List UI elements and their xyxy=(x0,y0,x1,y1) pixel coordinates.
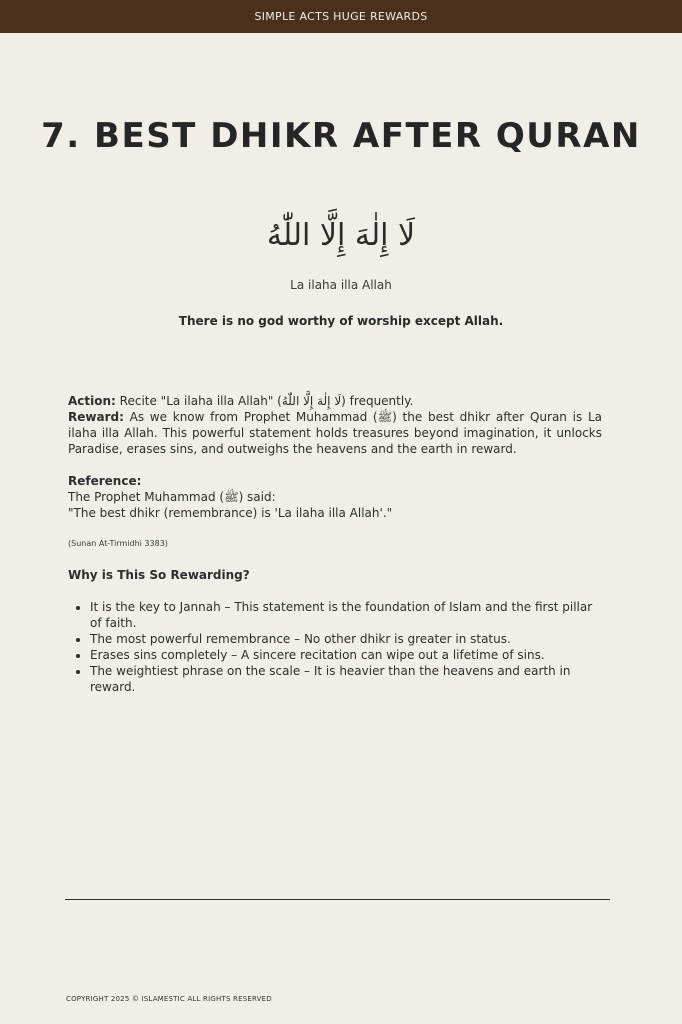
footer-divider xyxy=(65,899,610,900)
action-text: Recite "La ilaha illa Allah" (لَا إِلٰهَ إِلَّا اللّٰهُ) frequently. xyxy=(115,394,414,408)
list-item: • The most powerful remembrance – No other dhikr is greater in status. xyxy=(90,631,602,647)
reward-text: As we know from Prophet Muhammad (ﷺ) the best dhikr after Quran is La ilaha illa Allah. This powerful statement holds treasures beyond imagination, it unlocks Paradise, erases sins, and outweighs the heavens and the earth in reward. xyxy=(68,410,603,456)
reward-label: Reward: xyxy=(68,410,124,424)
content-section xyxy=(68,393,602,695)
reward-paragraph xyxy=(68,409,602,457)
translation: There is no god worthy of worship except Allah. xyxy=(178,314,504,328)
action-paragraph xyxy=(68,393,602,409)
top-banner xyxy=(0,0,682,33)
list-item: • It is the key to Jannah – This statement is the foundation of Islam and the first pillar of faith. xyxy=(90,599,602,631)
reference-line1: The Prophet Muhammad (ﷺ) said: xyxy=(68,490,276,504)
banner-text: SIMPLE ACTS HUGE REWARDS xyxy=(254,10,428,23)
transliteration: La ilaha illa Allah xyxy=(290,278,392,292)
reference-source: (Sunan At-Tirmidhi 3383) xyxy=(68,539,168,548)
list-item: • The weightiest phrase on the scale – It is heavier than the heavens and earth in reward. xyxy=(90,663,602,695)
arabic-phrase: لَا إِلٰهَ إِلَّا اللّٰهُ xyxy=(266,218,416,253)
reasons-list xyxy=(68,599,602,695)
page-title: 7. BEST DHIKR AFTER QURAN xyxy=(41,116,641,156)
action-label: Action: xyxy=(68,394,116,408)
reference-line2: "The best dhikr (remembrance) is 'La ilaha illa Allah'." xyxy=(68,506,393,520)
why-heading: Why is This So Rewarding? xyxy=(68,568,250,582)
list-item: • Erases sins completely – A sincere recitation can wipe out a lifetime of sins. xyxy=(90,647,602,663)
reference-label: Reference: xyxy=(68,474,142,488)
copyright-text: COPYRIGHT 2025 © ISLAMESTIC ALL RIGHTS RESERVED xyxy=(66,995,272,1003)
